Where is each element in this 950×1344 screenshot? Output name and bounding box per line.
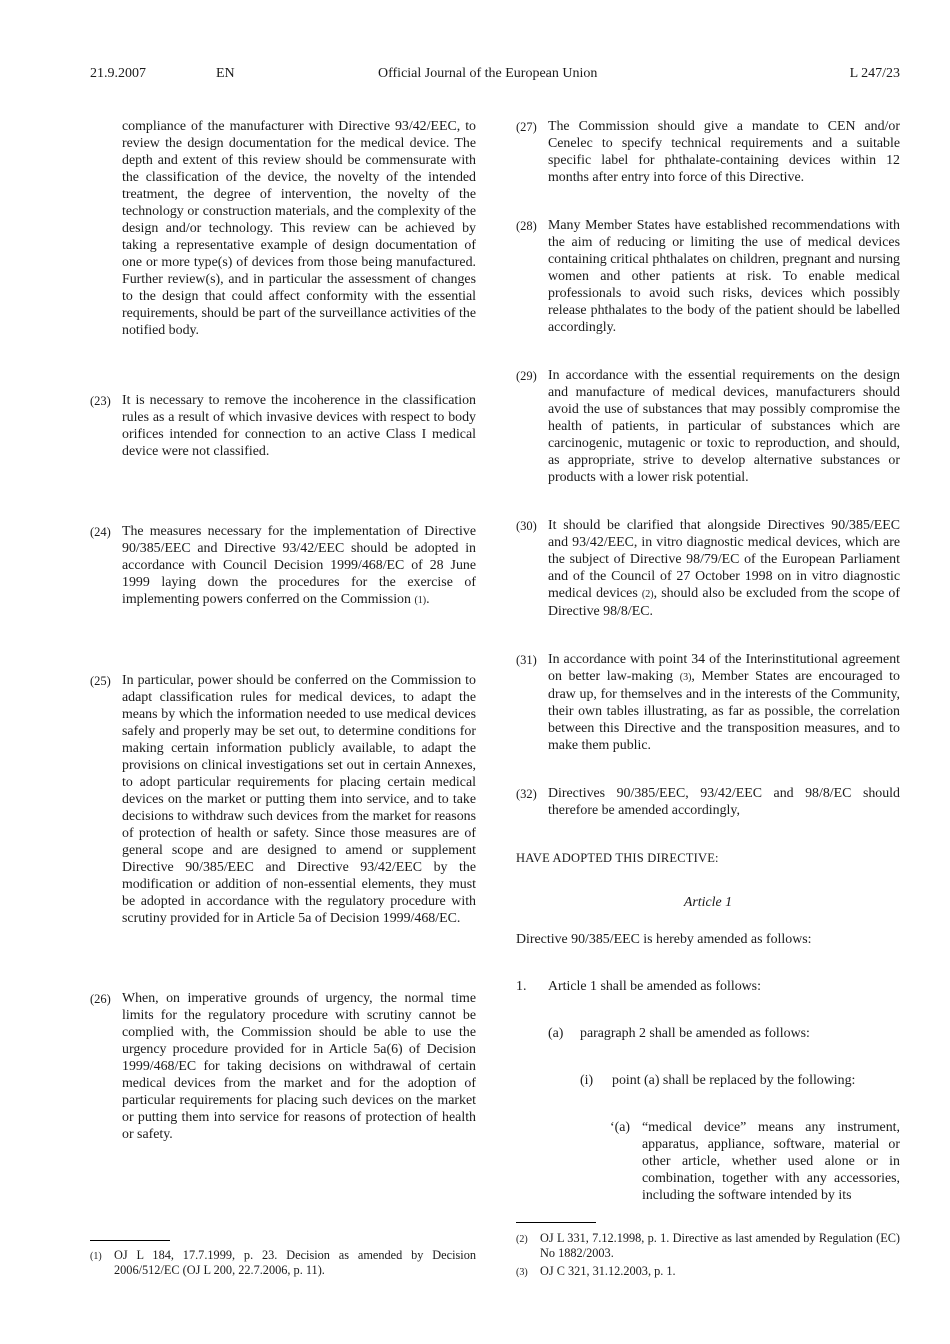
recital-text: When, on imperative grounds of urgency, the normal time limits for the regulatory procedure with scrutiny cannot be complied with, the Commission should be able to use the urgency procedure provided for in Article 5a(6) of Decision 1999/468/EC for taking decisions on withdrawal of certain medical devices from the market and for the adoption of particular requirements for placing such devices on the market or putting them into service for reasons of protection of health or safety.	[122, 991, 476, 1142]
recital-text: In particular, power should be conferred on the Commission to adapt classification rules for medical devices, to adapt the means by which the information needed to use medical devices safely and properly may be set out, to determine conditions for making certain information publicly available, to adapt the provisions on clinical investigations set out in certain Annexes, to adopt particular requirements for placing certain medical devices on the market or putting them into service, and to take decisions to withdraw such devices from the market for reasons of protection of health or safety. Since those measures are of general scope and are designed to amend or supplement Directive 90/385/EEC and Directive 93/42/EEC by the modification or addition of non-essential elements, they must be adopted in accordance with the regulatory procedure with scrutiny provided for in Article 5a of Decision 1999/468/EC.	[122, 673, 476, 926]
footnote-number: (3)	[516, 1267, 528, 1278]
header-journal-title: Official Journal of the European Union	[378, 66, 598, 81]
item-number: (a)	[548, 1026, 564, 1041]
recital-27	[516, 118, 900, 186]
header-date: 21.9.2007	[90, 66, 146, 81]
item-number: 1.	[516, 979, 527, 994]
recital-text: In accordance with the essential requirements on the design and manufacture of medical devices, manufacturers should avoid the use of substances that may possibly compromise the health of patients, in particular of substances which are carcinogenic, mutagenic or toxic to reproduction, and should, as appropriate, strive to develop alternative substances or products with a lower risk potential.	[548, 368, 900, 485]
item-text: Article 1 shall be amended as follows:	[548, 979, 761, 994]
recital-number: (27)	[516, 120, 537, 134]
recital-text: In accordance with point 34 of the Interinstitutional agreement on better law-making (3), Member States are encouraged to draw up, for themselves and in the interests of the Community, their own tables illustrating, as far as possible, the correlation between this Directive and the transposition measures, and to make them public.	[548, 652, 900, 753]
recital-text: Directives 90/385/EEC, 93/42/EEC and 98/8/EC should therefore be amended accordingly,	[548, 786, 900, 818]
enacting-formula: HAVE ADOPTED THIS DIRECTIVE:	[516, 851, 719, 865]
item-number: (i)	[580, 1073, 594, 1088]
recital-text: The measures necessary for the implementation of Directive 90/385/EEC and Directive 93/42/EEC should be adopted in accordance with Council Decision 1999/468/EC of 28 June 1999 laying down the procedures for the exercise of implementing powers conferred on the Commission (1).	[122, 524, 476, 607]
left-column	[90, 118, 476, 1143]
recital-31	[516, 651, 900, 754]
recital-number: (28)	[516, 219, 537, 233]
recital-text: Many Member States have established recommendations with the aim of reducing or limiting the use of medical devices containing critical phthalates on children, pregnant and nursing women and other patients at risk. To enable medical professionals to avoid such risks, devices which possibly release phthalates to the body of the patient should be labelled accordingly.	[548, 218, 900, 335]
footnote-1	[90, 1248, 476, 1278]
right-column	[516, 118, 900, 1204]
recital-26	[90, 990, 476, 1143]
recital-text: It is necessary to remove the incoherence in the classification rules as a result of which invasive devices with respect to body orifices intended for connection to an active Class I medical device were not classified.	[122, 393, 476, 459]
recital-number: (31)	[516, 653, 537, 667]
recital-number: (24)	[90, 525, 111, 539]
amendment-item-i	[580, 1072, 900, 1089]
recital-number: (29)	[516, 369, 537, 383]
recital-23	[90, 392, 476, 460]
item-number: ‘(a)	[610, 1120, 631, 1135]
header-page-ref: L 247/23	[849, 66, 900, 81]
recital-22-continuation: compliance of the manufacturer with Directive 93/42/EEC, to review the design documentation for the medical device. The depth and extent of this review should be commensurate with the classification of the device, the novelty of the intended treatment, the degree of intervention, the novelty of the technology or construction materials, and the complexity of the design and/or technology. This review can be achieved by taking a representative example of design documentation of one or more type(s) of devices from those being manufactured. Further review(s), and in particular the assessment of changes to the design that could affect conformity with the essential requirements, should be part of the surveillance activities of the notified body.	[122, 119, 476, 338]
recital-number: (30)	[516, 519, 537, 533]
footnote-text: OJ L 184, 17.7.1999, p. 23. Decision as amended by Decision 2006/512/EC (OJ L 200, 22.7.2006, p. 11).	[114, 1248, 476, 1277]
recital-text: The Commission should give a mandate to CEN and/or Cenelec to specify technical requirements and a suitable specific label for phthalate-containing devices within 12 months after entry into force of this Directive.	[548, 119, 900, 185]
recital-number: (26)	[90, 992, 111, 1006]
recital-number: (23)	[90, 394, 111, 408]
footnote-3	[516, 1264, 900, 1279]
recital-25	[90, 672, 476, 927]
header-language: EN	[216, 66, 235, 81]
article-intro: Directive 90/385/EEC is hereby amended as follows:	[516, 932, 812, 947]
footnote-ref[interactable]: (1)	[414, 595, 427, 606]
item-text: paragraph 2 shall be amended as follows:	[580, 1026, 810, 1041]
recital-28	[516, 217, 900, 336]
recital-text: It should be clarified that alongside Directives 90/385/EEC and 93/42/EEC, in vitro diagnostic medical devices, which are the subject of Directive 98/79/EC of the European Parliament and of the Council of 27 October 1998 on in vitro diagnostic medical devices (2), should also be excluded from the scope of Directive 98/8/EC.	[548, 518, 900, 619]
footnote-divider	[516, 1222, 596, 1223]
footnote-divider	[90, 1240, 170, 1241]
recital-number: (25)	[90, 674, 111, 688]
recital-32	[516, 785, 900, 819]
footnote-ref[interactable]: (2)	[641, 589, 654, 600]
footnote-number: (1)	[90, 1251, 102, 1262]
recital-30	[516, 517, 900, 620]
amendment-item-1	[516, 978, 900, 995]
footnote-number: (2)	[516, 1234, 528, 1245]
footnote-text: OJ L 331, 7.12.1998, p. 1. Directive as last amended by Regulation (EC) No 1882/2003.	[540, 1231, 900, 1260]
footnote-2	[516, 1231, 900, 1261]
recital-number: (32)	[516, 787, 537, 801]
recital-29	[516, 367, 900, 486]
item-text: point (a) shall be replaced by the following:	[612, 1073, 856, 1088]
recital-24	[90, 523, 476, 609]
footnote-ref[interactable]: (3)	[679, 672, 692, 683]
article-heading: Article 1	[683, 895, 733, 910]
item-text: “medical device” means any instrument, apparatus, appliance, software, material or other article, whether used alone or in combination, together with any accessories, including the software intended by its	[642, 1120, 900, 1203]
quoted-definition	[610, 1119, 900, 1204]
amendment-item-a	[548, 1025, 900, 1042]
footnote-text: OJ C 321, 31.12.2003, p. 1.	[540, 1264, 676, 1278]
